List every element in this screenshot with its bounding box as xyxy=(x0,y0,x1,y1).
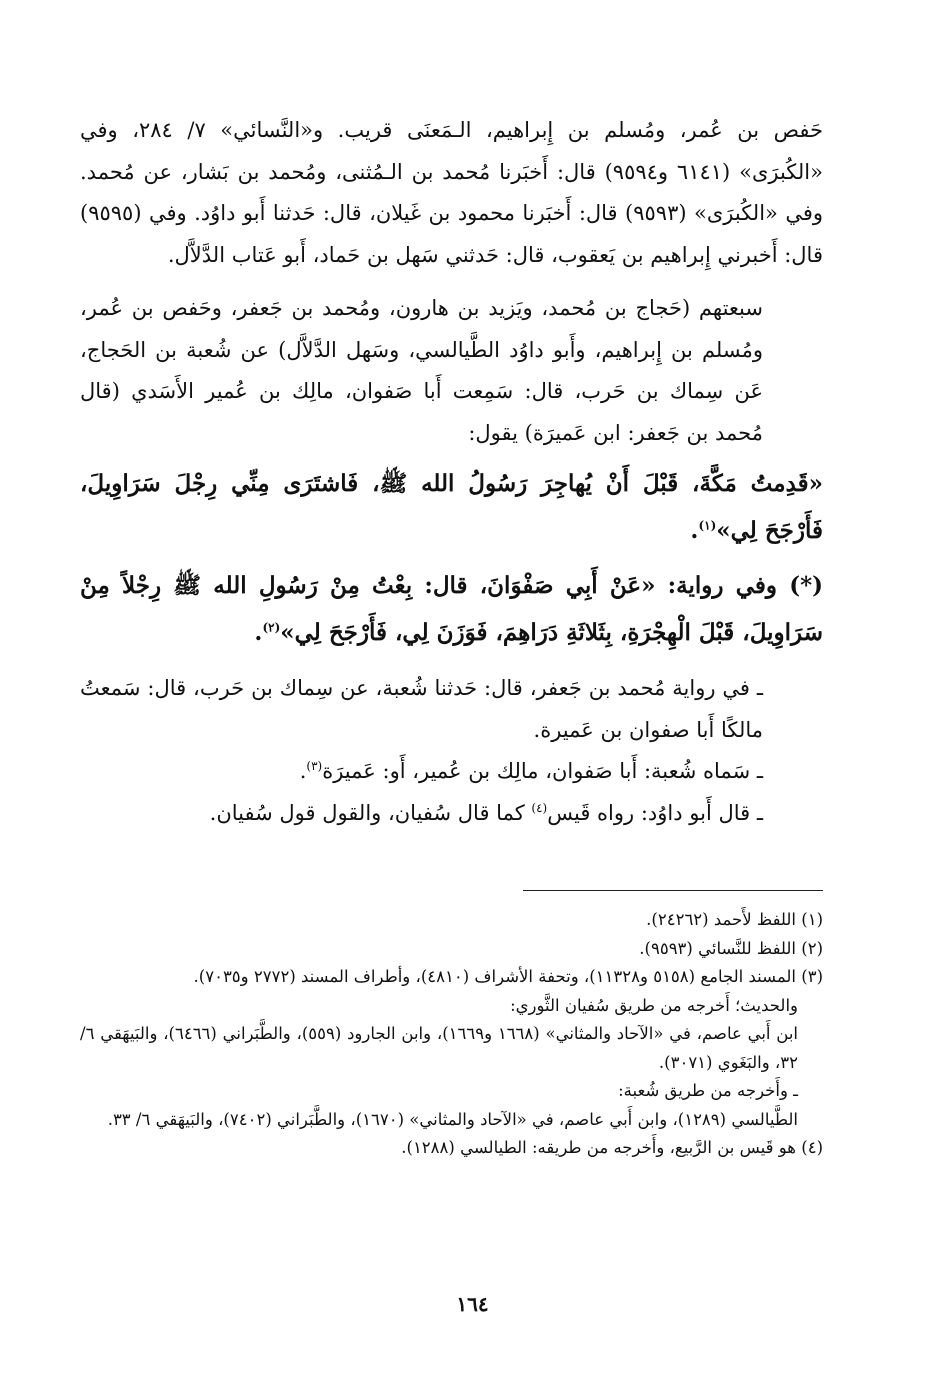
footnote-3-line-2: والحديث؛ أَخرجه من طريق سُفيان الثَّوري: xyxy=(510,995,798,1015)
naming-note-body: ـ سَماه شُعبة: أَبا صَفوان، مالِك بن عُمير، أَو: عَميرَة xyxy=(322,759,763,783)
footnote-divider xyxy=(523,890,823,891)
footnote-ref-1[interactable]: (١) xyxy=(698,518,717,533)
hadith-variant xyxy=(80,562,823,656)
footnotes xyxy=(80,906,823,1163)
hadith-text-body: «قَدِمتُ مَكَّةَ، قَبْلَ أَنْ يُهاجِرَ رَسُولُ الله ﷺ، فَاشتَرَى مِنِّي رِجْلَ سَرَاوِيلَ، فَأَرْجَحَ لِي» xyxy=(80,470,823,544)
paragraph-chain: سبعتهم (حَجاج بن مُحمد، ويَزيد بن هارون، ومُحمد بن جَعفر، وحَفص بن عُمر، ومُسلم بن إِبراهيم، وأَبو داوُد الطَّيالسي، وسَهل الدَّلاَّل) عن شُعبة بن الحَجاج، عَن سِماك بن حَرب، قال: سَمِعت أَبا صَفوان، مالِك بن عُمير الأَسَدي (قال مُحمد بن جَعفر: ابن عَميرَة) يقول: xyxy=(80,296,763,445)
paragraph-narration-note: ـ في رواية مُحمد بن جَعفر، قال: حَدثنا شُعبة، عن سِماك بن حَرب، قال: سَمعتُ مالكًا أَبا صفوان بن عَميرة. xyxy=(80,676,763,742)
paragraph-sources: حَفص بن عُمر، ومُسلم بن إِبراهيم، الـمَعنَى قريب. و«النَّسائي» ٧/ ٢٨٤، وفي «الكُبرَى» (٦١٤١ و٩٥٩٤) قال: أَخبَرنا مُحمد بن الـمُثنى، ومُحمد بن بَشار، عن مُحمد. وفي «الكُبرَى» (٩٥٩٣) قال: أَخبَرنا محمود بن غَيلان، قال: حَدثنا أَبو داوُد. وفي (٩٥٩٥) قال: أَخبرني إِبراهيم بن يَعقوب، قال: حَدثني سَهل بن حَماد، أَبو عَتاب الدَّلاَّل. xyxy=(80,118,823,267)
paragraph-abudawud-note xyxy=(80,793,823,835)
footnote-1: (١) اللفظ لأَحمد (٢٤٢٦٢). xyxy=(646,910,823,929)
footnote-2: (٢) اللفظ للنَّسائي (٩٥٩٣). xyxy=(639,938,823,958)
hadith-variant-body: (*) وفي رواية: «عَنْ أَبِي صَفْوَانَ، قال: بِعْتُ مِنْ رَسُولِ الله ﷺ رِجْلاً مِنْ سَرَاوِيلَ، قَبْلَ الْهِجْرَةِ، بِثَلاثَةِ دَرَاهِمَ، فَوَزَنَ لِي، فَأَرْجَحَ لِي» xyxy=(80,572,823,646)
footnote-3-line-3: ابن أَبي عاصم، في «الآحاد والمثاني» (١٦٦٨ و١٦٦٩)، وابن الجارود (٥٥٩)، والطَّبَراني (٦٤٦٦)، والبَيهَقي ٦/ ٣٢، والبَغَوي (٣٠٧١). xyxy=(80,1024,798,1072)
footnote-ref-3[interactable]: (٣) xyxy=(306,759,323,773)
naming-note-dot: . xyxy=(299,759,307,783)
footnote-3: (٣) المسند الجامع (٥١٥٨ و١١٣٢٨)، وتحفة الأشراف (٤٨١٠)، وأطراف المسند (٢٧٧٢ و٧٠٣٥). xyxy=(193,967,823,986)
page-number: ١٦٤ xyxy=(456,1292,489,1316)
footnote-ref-4[interactable]: (٤) xyxy=(531,800,548,815)
abudawud-note-start: ـ قال أَبو داوُد: رواه قَيس xyxy=(547,800,763,825)
footnote-4: (٤) هو قَيس بن الرَّبيع، وأَخرجه من طريقه: الطيالسي (١٢٨٨). xyxy=(401,1138,823,1157)
footnote-3-line-4: ـ وأَخرجه من طريق شُعبة: xyxy=(618,1081,798,1100)
paragraph-naming-note xyxy=(80,751,823,793)
hadith-text xyxy=(80,460,823,554)
main-text xyxy=(80,110,823,834)
hadith-variant-dot: . xyxy=(254,619,263,646)
footnote-ref-2[interactable]: (٢) xyxy=(262,620,281,635)
hadith-end-dot: . xyxy=(690,517,699,544)
abudawud-note-end: كما قال سُفيان، والقول قول سُفيان. xyxy=(209,800,532,825)
footnote-3-line-5: الطَّيالسي (١٢٨٩)، وابن أَبي عاصم، في «الآحاد والمثاني» (١٦٧٠)، والطَّبَراني (٧٤٠٢)، والبَيهَقي ٦/ ٣٣. xyxy=(107,1109,798,1129)
